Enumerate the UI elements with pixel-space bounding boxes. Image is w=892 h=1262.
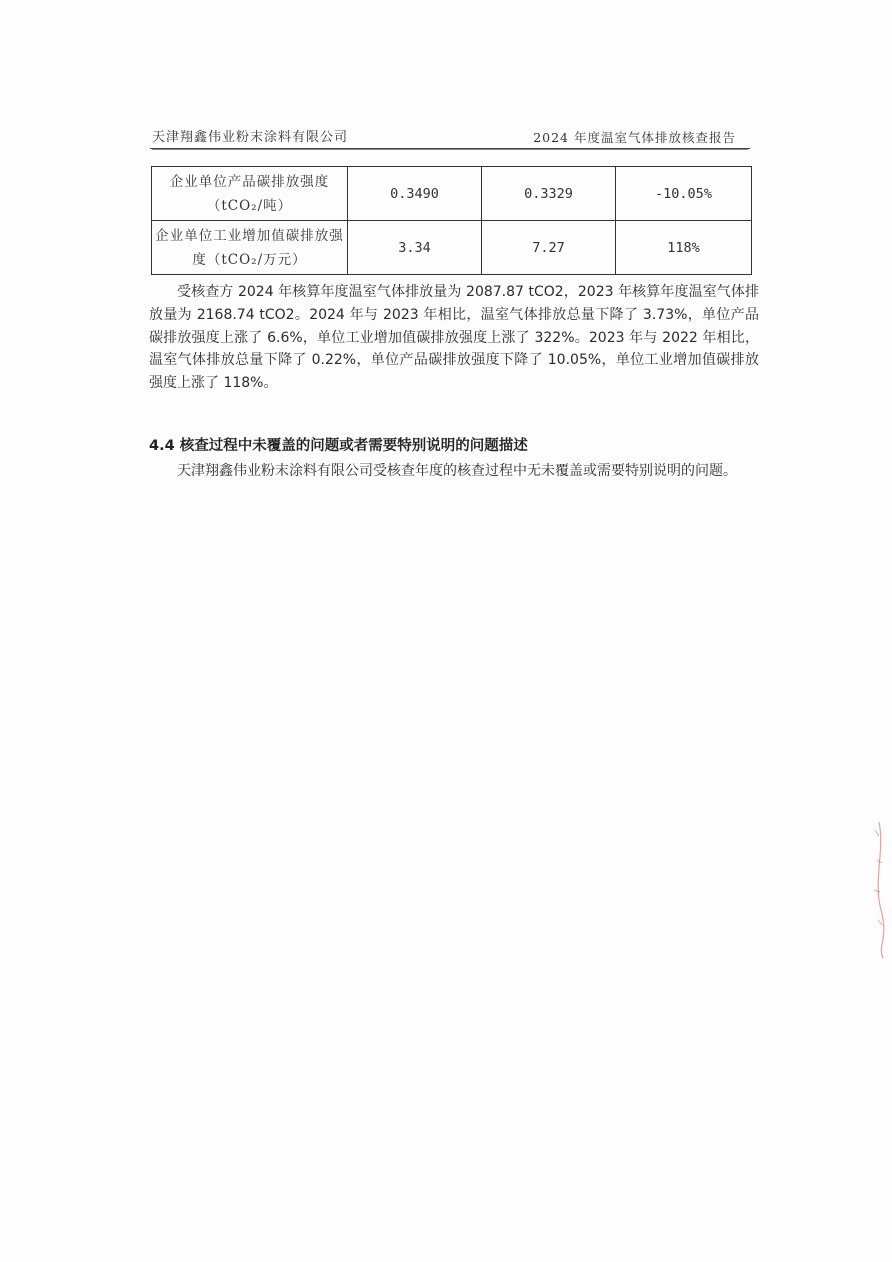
table-cell-value: 118% [616, 221, 752, 275]
table-cell-value: -10.05% [616, 167, 752, 221]
header-company-name: 天津翔鑫伟业粉末涂料有限公司 [152, 130, 349, 145]
table-cell-value: 3.34 [348, 221, 482, 275]
summary-paragraph: 受核查方 2024 年核算年度温室气体排放量为 2087.87 tCO2，2023 年核算年度温室气体排放量为 2168.74 tCO2。2024 年与 2023 年相比，温室气体排放总量下降了 3.73%，单位产品碳排放强度上涨了 6.6%，单位工业增加值碳排放强度上涨了 322%。2023 年与 2022 年相比，温室气体排放总量下降了 0.22%，单位产品碳排放强度下降了 10.05%，单位工业增加值碳排放强度上涨了 118%。 [149, 284, 759, 392]
table-cell-label: 企业单位工业增加值碳排放强度（tCO₂/万元） [152, 221, 348, 275]
page-header [150, 124, 750, 149]
table-row [152, 167, 752, 221]
section-heading: 4.4 核查过程中未覆盖的问题或者需要特别说明的问题描述 [149, 438, 528, 454]
table-cell-value: 0.3329 [482, 167, 616, 221]
seal-stamp-edge [869, 820, 889, 960]
header-report-title: 2024 年度温室气体排放核查报告 [533, 130, 736, 145]
section-body-paragraph: 天津翔鑫伟业粉末涂料有限公司受核查年度的核查过程中无未覆盖或需要特别说明的问题。 [177, 463, 737, 479]
table-cell-value: 7.27 [482, 221, 616, 275]
table-cell-value: 0.3490 [348, 167, 482, 221]
table-cell-label: 企业单位产品碳排放强度（tCO₂/吨） [152, 167, 348, 221]
table-row [152, 221, 752, 275]
emission-intensity-table [151, 166, 752, 275]
